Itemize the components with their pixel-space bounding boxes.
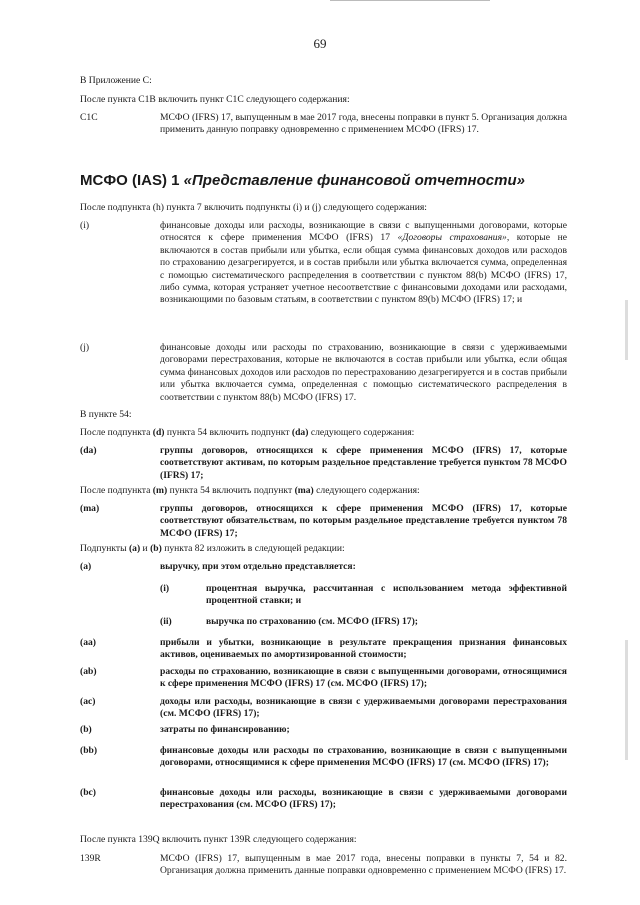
item-text: финансовые доходы или расходы по страхованию, возникающие в связи с удерживаемыми договорами перестрахования, которые не включаются в состав прибыли или убытка, если общая сумма финансовых доходов или расходов по перестрахованию дезагрегируется и в состав прибыли или убытка включается сумма, определенная с помощью систематического распределения в соответствии с пунктом 88(b) МСФО (IFRS) 17. (160, 342, 567, 403)
text-part: Подпункты (80, 543, 129, 554)
list-item-i (80, 220, 567, 307)
item-text: финансовые доходы или расходы, возникающие в связи с удерживаемыми договорами перестрахования (см. МСФО (IFRS) 17); (160, 787, 567, 811)
section-heading (80, 172, 567, 190)
list-item-j (80, 342, 567, 404)
heading-title: «Представление финансовой отчетности» (183, 172, 525, 189)
text-part: пункта 54 включить подпункт (164, 427, 292, 438)
list-item-bb (80, 745, 567, 770)
item-text: выручку, при этом отдельно представляется: (160, 561, 356, 572)
paragraph-c1c (80, 112, 567, 137)
item-label: (aa) (80, 637, 96, 648)
paragraph-text: МСФО (IFRS) 17, выпущенным в мае 2017 года, внесены поправки в пункт 5. Организация должна применить данную поправку одновременно с применением МСФО (IFRS) 17. (160, 112, 567, 136)
paragraph-text: МСФО (IFRS) 17, выпущенным в мае 2017 года, внесены поправки в пункты 7, 54 и 82. Организация должна применить данные поправки одновременно с применением МСФО (IFRS) 17. (160, 853, 567, 877)
item-label: (b) (80, 724, 92, 735)
list-item-a (80, 561, 567, 573)
item-label: (ac) (80, 696, 96, 707)
text-part: пункта 82 изложить в следующей редакции: (161, 543, 345, 554)
list-item-ma (80, 503, 567, 540)
list-item-a-ii (80, 616, 567, 628)
item-text: прибыли и убытки, возникающие в результате прекращения признания финансовых активов, оцениваемых по амортизированной стоимости; (160, 637, 567, 661)
item-label: (ma) (80, 503, 100, 514)
scan-edge-line (330, 0, 490, 1)
list-item-ab (80, 666, 567, 691)
item-label: (bc) (80, 787, 96, 798)
item-label: (i) (160, 583, 170, 594)
item-label: (bb) (80, 745, 98, 756)
item-text: процентная выручка, рассчитанная с использованием метода эффективной процентной ставки; и (206, 583, 567, 607)
intro-line-c1c: После пункта С1В включить пункт С1С следующего содержания: (80, 94, 350, 105)
item-text: финансовые доходы или расходы по страхованию, возникающие в связи с выпущенными договорами, относящимися к сфере применения МСФО (IFRS) 17 (см. МСФО (IFRS) 17); (160, 745, 567, 769)
paragraph-label: С1С (80, 112, 98, 123)
list-item-bc (80, 787, 567, 812)
heading-standard: МСФО (IAS) 1 (80, 172, 180, 189)
instruction-h: После подпункта (h) пункта 7 включить подпункты (i) и (j) следующего содержания: (80, 202, 427, 213)
text-part-bold: (d) (152, 427, 165, 438)
item-label: (i) (80, 220, 90, 231)
page-number: 69 (313, 36, 327, 51)
text-part: следующего содержания: (308, 427, 415, 438)
text-part-bold: (a) (128, 543, 141, 554)
text-part-bold: (m) (152, 485, 168, 496)
item-text: группы договоров, относящихся к сфере применения МСФО (IFRS) 17, которые соответствуют обязательствам, по которым раздельное представление требуется пунктом 78 МСФО (IFRS) 17; (160, 503, 567, 539)
item-label: (da) (80, 445, 97, 456)
instruction-da (80, 427, 567, 439)
text-part: и (140, 543, 151, 554)
item-text: доходы или расходы, возникающие в связи с удерживаемыми договорами перестрахования (см. МСФО (IFRS) 17); (160, 696, 567, 720)
text-part-bold: (ma) (294, 485, 314, 496)
instruction-139: После пункта 139Q включить пункт 139R следующего содержания: (80, 834, 357, 845)
item-text-italic: «Договоры страхования» (397, 232, 507, 244)
paragraph-label: 139R (80, 853, 101, 864)
scan-margin-mark (625, 640, 628, 760)
intro-line-appendix: В Приложение С: (80, 75, 152, 86)
instruction-54: В пункте 54: (80, 409, 132, 420)
item-text: группы договоров, относящихся к сфере применения МСФО (IFRS) 17, которые соответствуют активам, по которым раздельное представление требуется пунктом 78 МСФО (IFRS) 17; (160, 445, 567, 481)
item-label: (a) (80, 561, 92, 572)
text-part: После подпункта (80, 427, 153, 438)
item-text (160, 220, 567, 307)
text-part: пункта 54 включить подпункт (167, 485, 295, 496)
instruction-ma (80, 485, 567, 497)
list-item-aa (80, 637, 567, 662)
item-label: (j) (80, 342, 90, 353)
text-part: следующего содержания: (313, 485, 420, 496)
list-item-b (80, 724, 567, 736)
item-text: расходы по страхованию, возникающие в связи с выпущенными договорами, относящимися к сфере применения МСФО (IFRS) 17 (см. МСФО (IFRS) 17); (160, 666, 567, 690)
paragraph-139r (80, 853, 567, 878)
text-part-bold: (da) (291, 427, 309, 438)
text-part-bold: (b) (150, 543, 162, 554)
item-text-part: финансовые доходы или расходы, возникающие в связи с выпущенными договорами, которые относятся к сфере применения МСФО (IFRS) 17 (160, 220, 567, 244)
list-item-ac (80, 696, 567, 721)
scan-margin-mark (625, 300, 628, 360)
item-text: затраты по финансированию; (160, 724, 290, 735)
item-text: выручка по страхованию (см. МСФО (IFRS) 17); (206, 616, 418, 627)
item-label: (ii) (160, 616, 172, 627)
list-item-da (80, 445, 567, 482)
item-label: (ab) (80, 666, 97, 677)
text-part: После подпункта (80, 485, 153, 496)
list-item-a-i (80, 583, 567, 608)
instruction-82 (80, 543, 567, 555)
item-text-part: , которые не включаются в состав прибыли или убытка, если общая сумма финансовых доходов или расходов по страхованию дезагрегируется, и в состав прибыли или убытка включается сумма, определенная с помощью систематического распределения в соответствии с пунктом 88(b) МСФО (IFRS) 17, либо сумма, которая устраняет учетное несоответствие с финансовыми доходами или расходами, возникающими по базовым статьям, в соответствии с пунктом 89(b) МСФО (IFRS) 17; и (160, 232, 567, 306)
